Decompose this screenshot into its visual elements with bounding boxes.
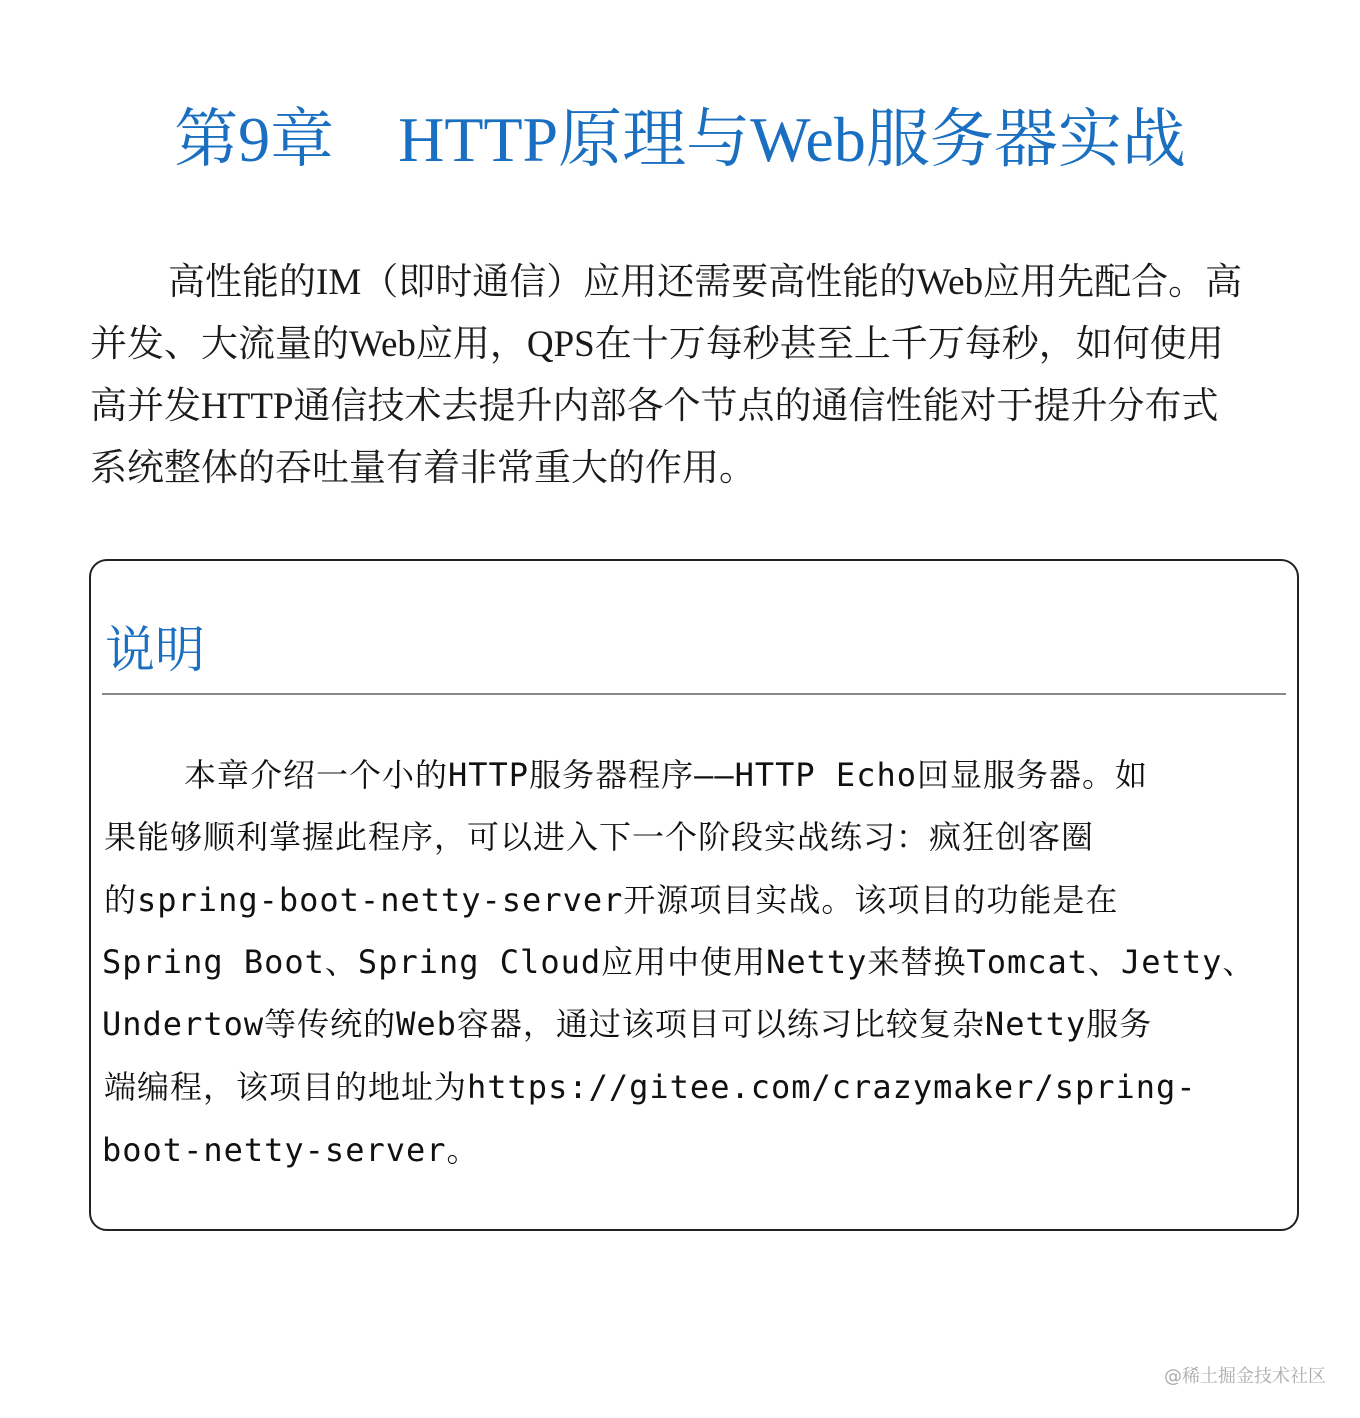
note-divider — [102, 693, 1286, 695]
note-line: Undertow等传统的Web容器，通过该项目可以练习比较复杂Netty服务 — [102, 1005, 1153, 1043]
note-line: 的spring-boot-netty-server开源项目实战。该项目的功能是在 — [104, 881, 1119, 919]
watermark: @稀土掘金技术社区 — [1164, 1366, 1326, 1387]
note-heading: 说明 — [105, 622, 205, 678]
chapter-title: 第9章 HTTP原理与Web服务器实战 — [174, 104, 1186, 175]
note-line: 果能够顺利掌握此程序，可以进入下一个阶段实战练习：疯狂创客圈 — [104, 818, 1095, 856]
note-line: Spring Boot、Spring Cloud应用中使用Netty来替换Tomcat、Jetty、 — [102, 943, 1256, 981]
note-line: 端编程，该项目的地址为https://gitee.com/crazymaker/spring- — [104, 1068, 1197, 1106]
intro-line: 高性能的IM（即时通信）应用还需要高性能的Web应用先配合。高 — [168, 262, 1243, 303]
intro-line: 系统整体的吞吐量有着非常重大的作用。 — [90, 448, 756, 489]
note-line: boot-netty-server。 — [102, 1131, 480, 1169]
intro-line: 高并发HTTP通信技术去提升内部各个节点的通信性能对于提升分布式 — [90, 386, 1219, 427]
intro-line: 并发、大流量的Web应用，QPS在十万每秒甚至上千万每秒，如何使用 — [90, 324, 1224, 365]
note-line: 本章介绍一个小的HTTP服务器程序——HTTP Echo回显服务器。如 — [184, 756, 1148, 794]
